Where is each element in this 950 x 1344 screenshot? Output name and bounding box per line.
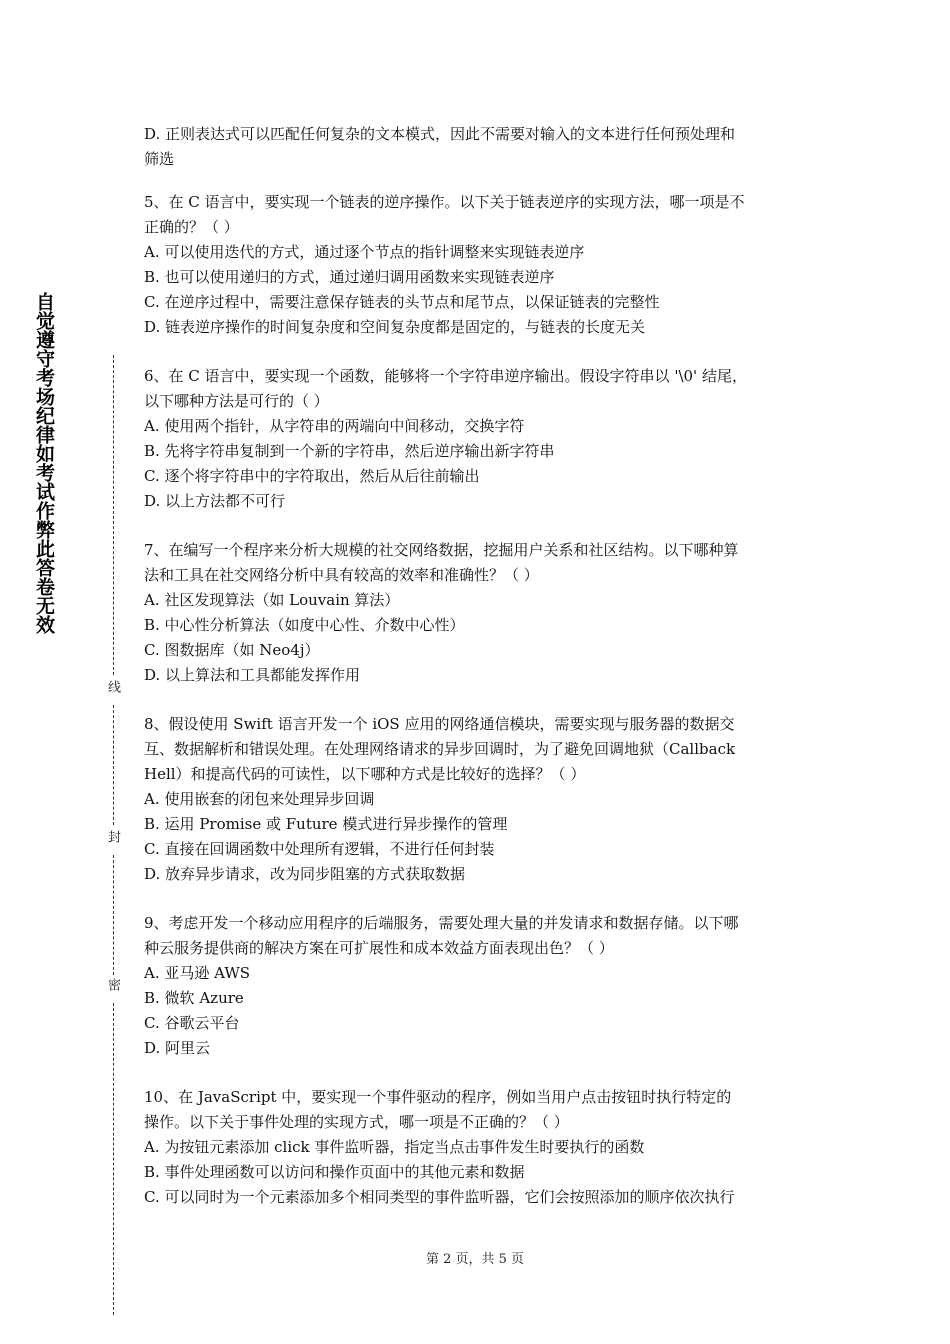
option-a: A. 可以使用迭代的方式，通过逐个节点的指针调整来实现链表逆序	[144, 243, 585, 261]
option-b: B. 运用 Promise 或 Future 模式进行异步操作的管理	[144, 815, 508, 833]
option-a: A. 使用嵌套的闭包来处理异步回调	[144, 790, 375, 808]
option-d: D. 放弃异步请求，改为同步阻塞的方式获取数据	[144, 865, 466, 883]
option-a: A. 亚马逊 AWS	[144, 964, 251, 982]
option-text: 筛选	[144, 150, 175, 168]
question-stem: 7、在编写一个程序来分析大规模的社交网络数据，挖掘用户关系和社区结构。以下哪种算	[144, 541, 739, 559]
binding-line-segment	[113, 855, 114, 975]
exam-content	[144, 122, 816, 1210]
binding-label-line: 线	[105, 680, 120, 693]
option-b: B. 中心性分析算法（如度中心性、介数中心性）	[144, 616, 465, 634]
question-stem: 种云服务提供商的解决方案在可扩展性和成本效益方面表现出色？（ ）	[144, 939, 614, 957]
question-stem: Hell）和提高代码的可读性，以下哪种方式是比较好的选择？（ ）	[144, 765, 586, 783]
question-stem: 互、数据解析和错误处理。在处理网络请求的异步回调时，为了避免回调地狱（Callback	[144, 740, 736, 758]
question-5	[144, 190, 816, 340]
binding-line-segment	[113, 355, 114, 675]
binding-label-seal: 封	[105, 830, 120, 843]
option-b: B. 先将字符串复制到一个新的字符串，然后逆序输出新字符串	[144, 442, 555, 460]
question-8	[144, 712, 816, 887]
option-b: B. 也可以使用递归的方式，通过递归调用函数来实现链表逆序	[144, 268, 555, 286]
option-d: D. 链表逆序操作的时间复杂度和空间复杂度都是固定的，与链表的长度无关	[144, 318, 646, 336]
option-c: C. 直接在回调函数中处理所有逻辑，不进行任何封装	[144, 840, 495, 858]
question-stem: 法和工具在社交网络分析中具有较高的效率和准确性？（ ）	[144, 566, 539, 584]
question-stem: 操作。以下关于事件处理的实现方式，哪一项是不正确的？（ ）	[144, 1113, 569, 1131]
question-10	[144, 1085, 816, 1210]
question-stem: 以下哪种方法是可行的（ ）	[144, 392, 329, 410]
question-stem: 5、在 C 语言中，要实现一个链表的逆序操作。以下关于链表逆序的实现方法，哪一项是不	[144, 193, 745, 211]
option-a: A. 社区发现算法（如 Louvain 算法）	[144, 591, 400, 609]
binding-line-segment	[113, 1003, 114, 1315]
option-d: D. 以上方法都不可行	[144, 492, 286, 510]
binding-line-segment	[113, 705, 114, 825]
option-d: D. 以上算法和工具都能发挥作用	[144, 666, 361, 684]
option-a: A. 使用两个指针，从字符串的两端向中间移动，交换字符	[144, 417, 525, 435]
option-c: C. 可以同时为一个元素添加多个相同类型的事件监听器，它们会按照添加的顺序依次执行	[144, 1188, 735, 1206]
question-6	[144, 364, 816, 514]
question-stem: 正确的？（ ）	[144, 218, 239, 236]
option-b: B. 微软 Azure	[144, 989, 244, 1007]
option-text: D. 正则表达式可以匹配任何复杂的文本模式，因此不需要对输入的文本进行任何预处理和	[144, 125, 736, 143]
question-7	[144, 538, 816, 688]
exam-discipline-notice: 自觉遵守考场纪律如考试作弊此答卷无效	[33, 292, 55, 634]
option-c: C. 在逆序过程中，需要注意保存链表的头节点和尾节点，以保证链表的完整性	[144, 293, 660, 311]
binding-label-secret: 密	[105, 978, 120, 991]
question-stem: 9、考虑开发一个移动应用程序的后端服务，需要处理大量的并发请求和数据存储。以下哪	[144, 914, 739, 932]
question-stem: 10、在 JavaScript 中，要实现一个事件驱动的程序，例如当用户点击按钮时执行特定的	[144, 1088, 732, 1106]
option-d: D. 阿里云	[144, 1039, 211, 1057]
question-stem: 6、在 C 语言中，要实现一个函数，能够将一个字符串逆序输出。假设字符串以 '\0' 结尾，	[144, 367, 747, 385]
question-stem: 8、假设使用 Swift 语言开发一个 iOS 应用的网络通信模块，需要实现与服务器的数据交	[144, 715, 735, 733]
option-a: A. 为按钮元素添加 click 事件监听器，指定当点击事件发生时要执行的函数	[144, 1138, 645, 1156]
option-b: B. 事件处理函数可以访问和操作页面中的其他元素和数据	[144, 1163, 525, 1181]
option-c: C. 图数据库（如 Neo4j）	[144, 641, 320, 659]
option-c: C. 逐个将字符串中的字符取出，然后从后往前输出	[144, 467, 480, 485]
previous-question-option-d	[144, 122, 816, 172]
option-c: C. 谷歌云平台	[144, 1014, 240, 1032]
page-number: 第 2 页，共 5 页	[425, 1252, 525, 1267]
question-9	[144, 911, 816, 1061]
